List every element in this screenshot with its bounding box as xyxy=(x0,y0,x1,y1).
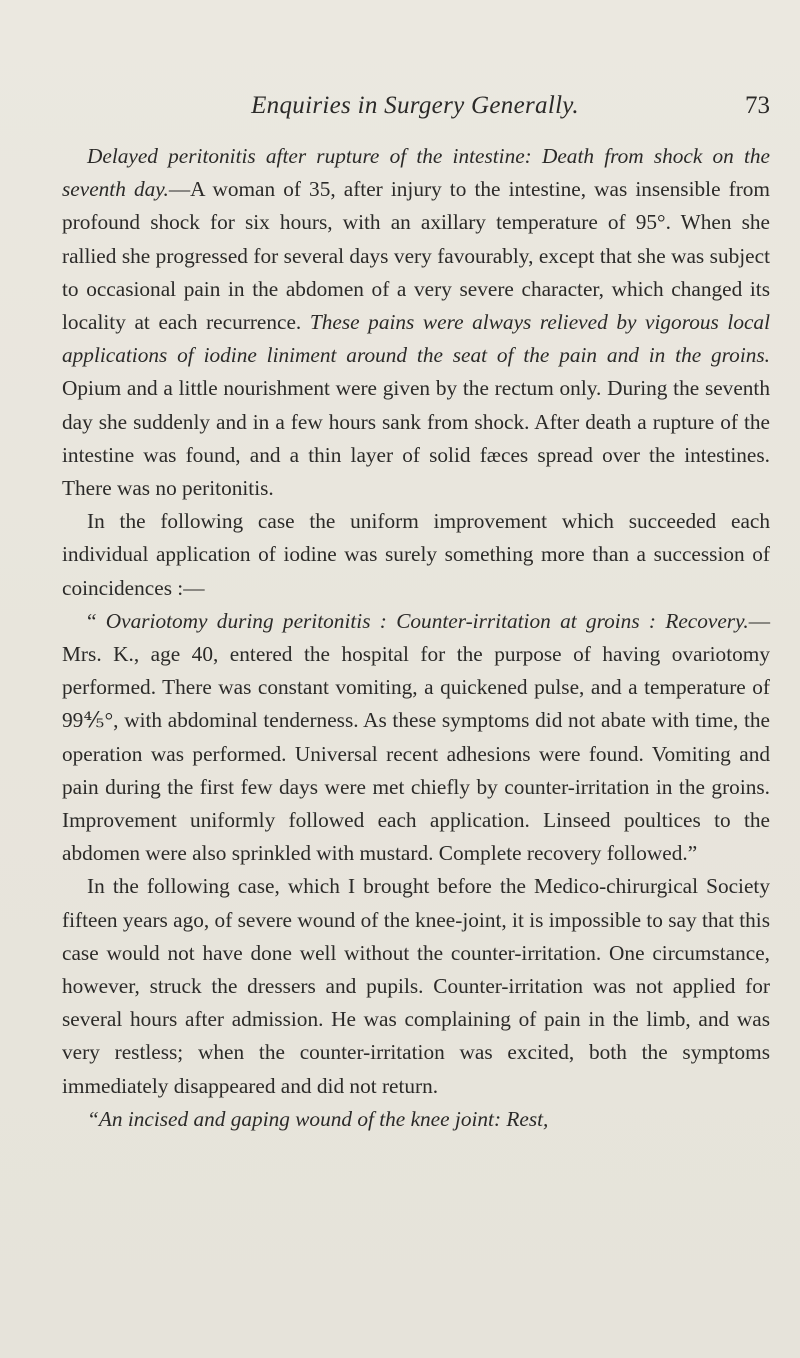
paragraph-knee-joint xyxy=(62,870,770,1102)
paragraph-transition xyxy=(62,505,770,605)
paragraph-text: —A woman of 35, after injury to the intestine, was insensible from profound shock for six hours, with an axillary temperature of 95°. When she rallied she progressed for several days very favourably, except that she was subject to occasional pain in the abdomen of a very severe character, which changed its locality at each recurrence. xyxy=(62,177,771,335)
paragraph-incised-wound xyxy=(62,1103,770,1136)
page-number: 73 xyxy=(745,92,770,119)
page-header xyxy=(60,92,770,126)
paragraph-text: In the following case the uniform improvement which succeeded each individual application of iodine was surely something more than a succession of coincidences :— xyxy=(62,509,770,600)
paragraph-delayed-peritonitis xyxy=(62,140,770,505)
italic-emphasis-iodine: These pains were always relieved by vigorous local applications of iodine liniment around the seat of the pain and in the groins. xyxy=(62,310,770,368)
case-heading-incised-wound: “An incised and gaping wound of the knee joint: Rest, xyxy=(87,1106,549,1131)
case-heading-ovariotomy: Ovariotomy during peritonitis : Counter-irritation at groins : Recovery. xyxy=(105,608,749,633)
paragraph-text: —Mrs. K., age 40, entered the hospital for the purpose of having ovariotomy performed. There was constant vomiting, a quickened pulse, and a temperature of 99⅘°, with abdominal tenderness. As these symptoms did not abate with time, the operation was performed. Universal recent adhesions were found. Vomiting and pain during the first few days were met chiefly by counter-irritation in the groins. Improvement uniformly followed each application. Linseed poultices to the abdomen were also sprinkled with mustard. Complete recovery followed.” xyxy=(62,608,770,866)
running-title: Enquiries in Surgery Generally. xyxy=(251,92,579,119)
case-heading-delayed-peritonitis: Delayed peritonitis after rupture of the intestine: Death from shock on the seventh day. xyxy=(62,144,770,202)
body-text xyxy=(62,140,770,1136)
open-quote: “ xyxy=(87,608,97,633)
paragraph-text: In the following case, which I brought before the Medico-chirurgical Society fifteen years ago, of severe wound of the knee-joint, it is impossible to say that this case would not have done well without the counter-irritation. One circumstance, however, struck the dressers and pupils. Counter-irritation was not applied for several hours after admission. He was complaining of pain in the limb, and was very restless; when the counter-irritation was excited, both the symptoms immediately disappeared and did not return. xyxy=(62,874,770,1098)
paragraph-ovariotomy-case xyxy=(62,605,770,871)
paragraph-text: Opium and a little nourishment were given by the rectum only. During the seventh day she suddenly and in a few hours sank from shock. After death a rupture of the intestine was found, and a thin layer of solid fæces spread over the intestines. There was no peritonitis. xyxy=(62,376,770,501)
